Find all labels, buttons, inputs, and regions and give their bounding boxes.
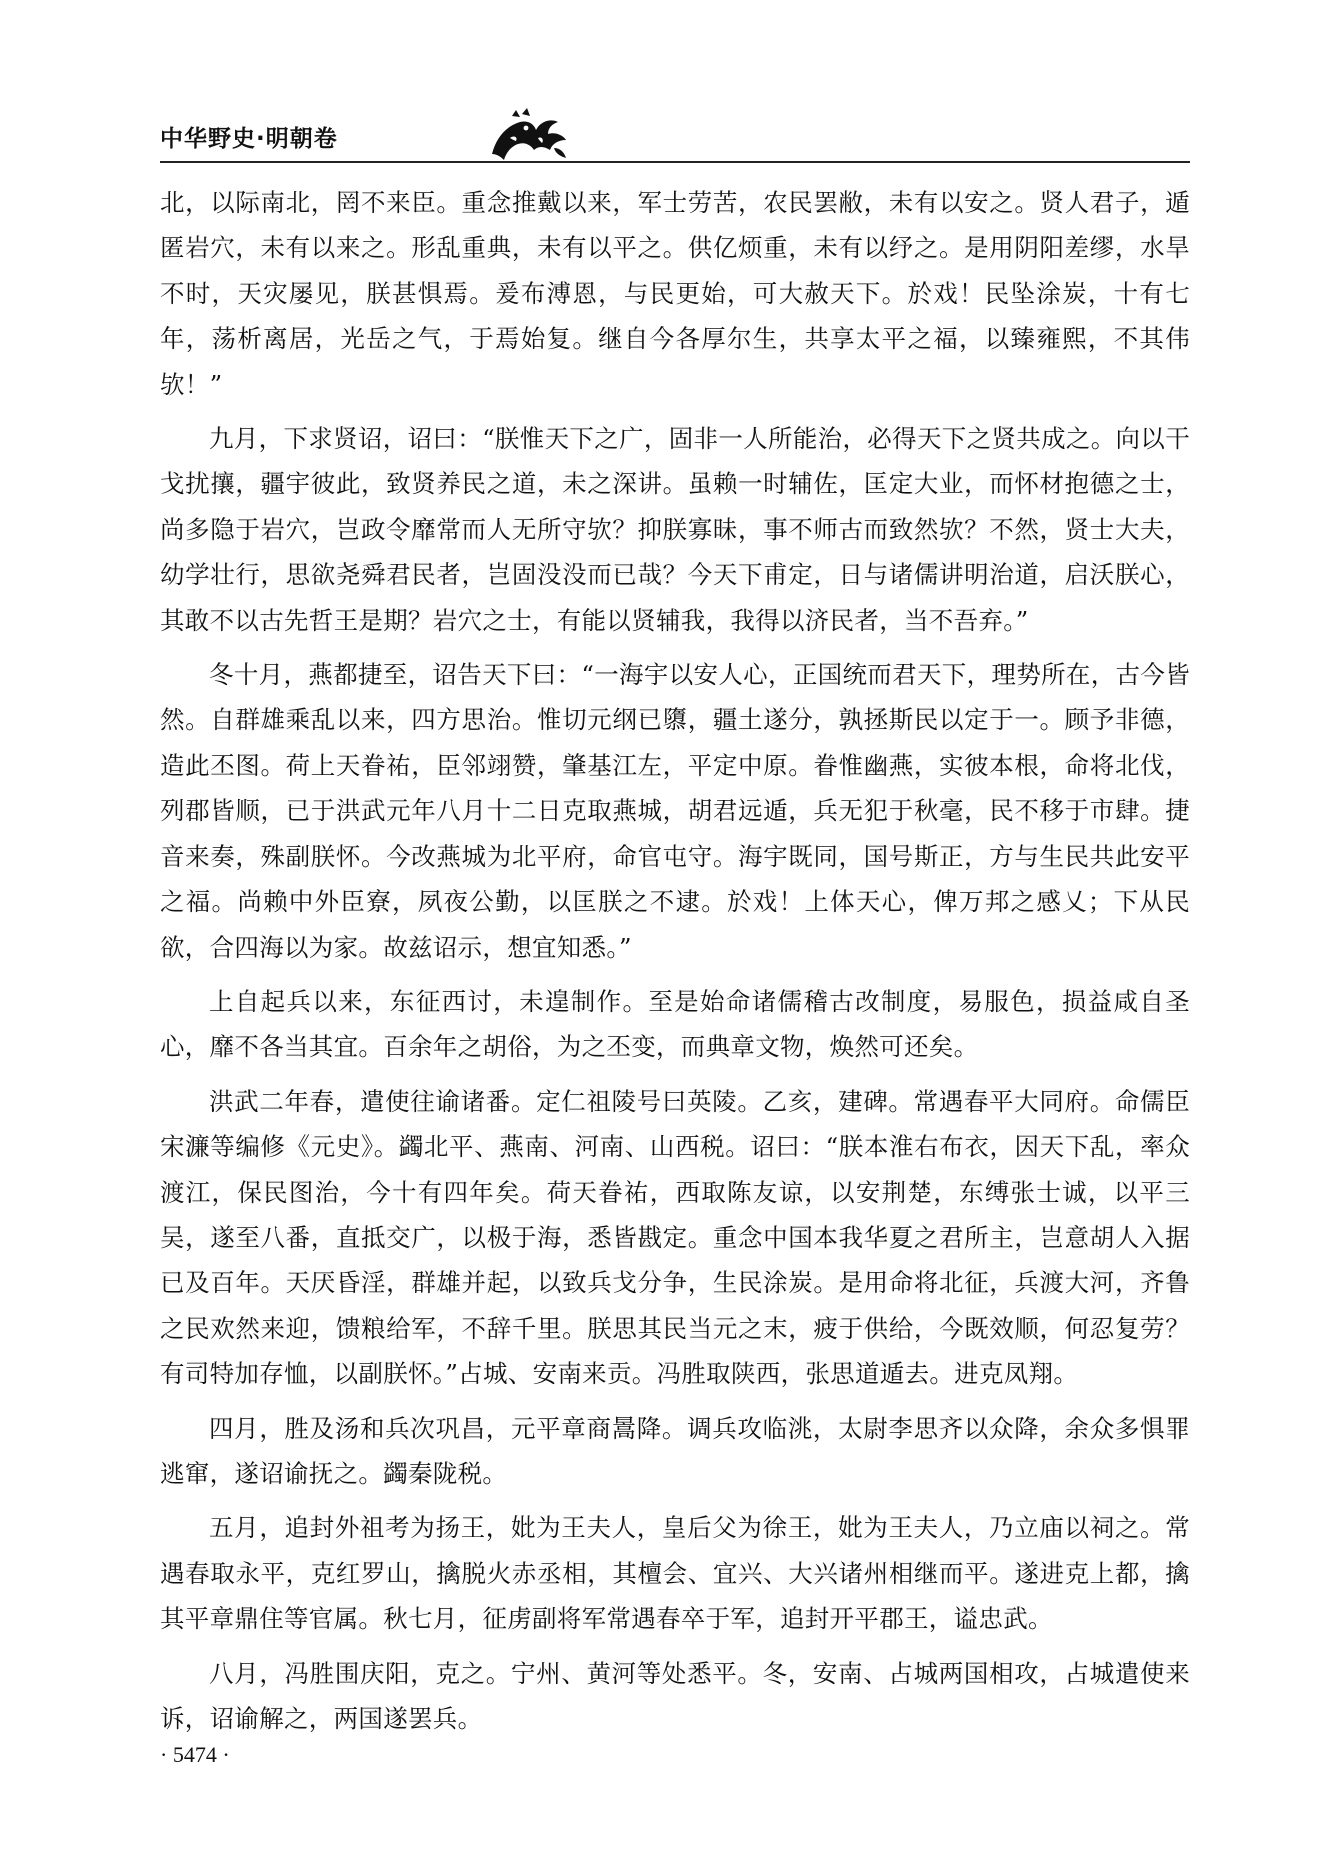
paragraph: 五月，追封外祖考为扬王，妣为王夫人，皇后父为徐王，妣为王夫人，乃立庙以祠之。常遇春取永平，克红罗山，擒脱火赤丞相，其檀会、宜兴、大兴诸州相继而平。遂进克上都，擒其平章鼎住等官属。秋七月，征虏副将军常遇春卒于军，追封开平郡王，谥忠武。: [160, 1513, 1190, 1634]
paragraph: 八月，冯胜围庆阳，克之。宁州、黄河等处悉平。冬，安南、占城两国相攻，占城遣使来诉，诏谕解之，两国遂罢兵。: [160, 1658, 1190, 1733]
paragraph: 上自起兵以来，东征西讨，未遑制作。至是始命诸儒稽古改制度，易服色，损益咸自圣心，靡不各当其宜。百余年之胡俗，为之丕变，而典章文物，焕然可还矣。: [160, 986, 1190, 1062]
page-number: · 5474 ·: [160, 1742, 230, 1767]
paragraph: 九月，下求贤诏，诏曰：“朕惟天下之广，固非一人所能治，必得天下之贤共成之。向以干戈扰攘，疆宇彼此，致贤养民之道，未之深讲。虽赖一时辅佐，匡定大业，而怀材抱德之士，尚多隐于岩穴，岂政令靡常而人无所守欤？抑朕寡昧，事不师古而致然欤？不然，贤士大夫，幼学壮行，思欲尧舜君民者，岂固没没而已哉？今天下甫定，日与诸儒讲明治道，启沃朕心，其敢不以古先哲王是期？岩穴之士，有能以贤辅我，我得以济民者，当不吾弃。”: [160, 424, 1190, 635]
running-head-title: 中华野史·明朝卷: [160, 126, 338, 152]
paragraph: 洪武二年春，遣使往谕诸番。定仁祖陵号曰英陵。乙亥，建碑。常遇春平大同府。命儒臣宋濂等编修《元史》。蠲北平、燕南、河南、山西税。诏曰：“朕本淮右布衣，因天下乱，率众渡江，保民图治，今十有四年矣。荷天眷祐，西取陈友谅，以安荆楚，东缚张士诚，以平三吴，遂至八番，直抵交广，以极于海，悉皆戡定。重念中国本我华夏之君所主，岂意胡人入据已及百年。天厌昏淫，群雄并起，以致兵戈分争，生民涂炭。是用命将北征，兵渡大河，齐鲁之民欢然来迎，馈粮给军，不辞千里。朕思其民当元之末，疲于供给，今既效顺，何忍复劳？有司特加存恤，以副朕怀。”占城、安南来贡。冯胜取陕西，张思道遁去。进克凤翔。: [160, 1086, 1190, 1389]
paragraph: 冬十月，燕都捷至，诏告天下曰：“一海宇以安人心，正国统而君天下，理势所在，古今皆然。自群雄乘乱以来，四方思治。惟切元纲已隳，疆土遂分，孰拯斯民以定于一。顾予非德，造此丕图。荷上天眷祐，臣邻翊赞，肇基江左，平定中原。眷惟幽燕，实彼本根，命将北伐，列郡皆顺，已于洪武元年八月十二日克取燕城，胡君远遁，兵无犯于秋毫，民不移于市肆。捷音来奏，殊副朕怀。今改燕城为北平府，命官屯守。海宇既同，国号斯正，方与生民共此安平之福。尚赖中外臣寮，夙夜公勤，以匡朕之不逮。於戏！上体天心，俾万邦之感乂；下从民欲，合四海以为家。故兹诏示，想宜知悉。”: [160, 660, 1190, 962]
running-header: [160, 108, 1190, 164]
paragraph: 四月，胜及汤和兵次巩昌，元平章商暠降。调兵攻临洮，太尉李思齐以众降，余众多惧罪逃窜，遂诏谕抚之。蠲秦陇税。: [160, 1413, 1190, 1488]
paragraph: 北，以际南北，罔不来臣。重念推戴以来，军士劳苦，农民罢敝，未有以安之。贤人君子，遁匿岩穴，未有以来之。形乱重典，未有以平之。供亿烦重，未有以纾之。是用阴阳差缪，水旱不时，天灾屡见，朕甚惧焉。爰布溥恩，与民更始，可大赦天下。於戏！民坠涂炭，十有七年，荡析离居，光岳之气，于焉始复。继自今各厚尔生，共享太平之福，以臻雍熙，不其伟欤！”: [160, 188, 1190, 399]
header-rule: [160, 161, 1190, 163]
body-text: [160, 180, 1190, 1750]
dragon-emblem-icon: [482, 108, 574, 164]
